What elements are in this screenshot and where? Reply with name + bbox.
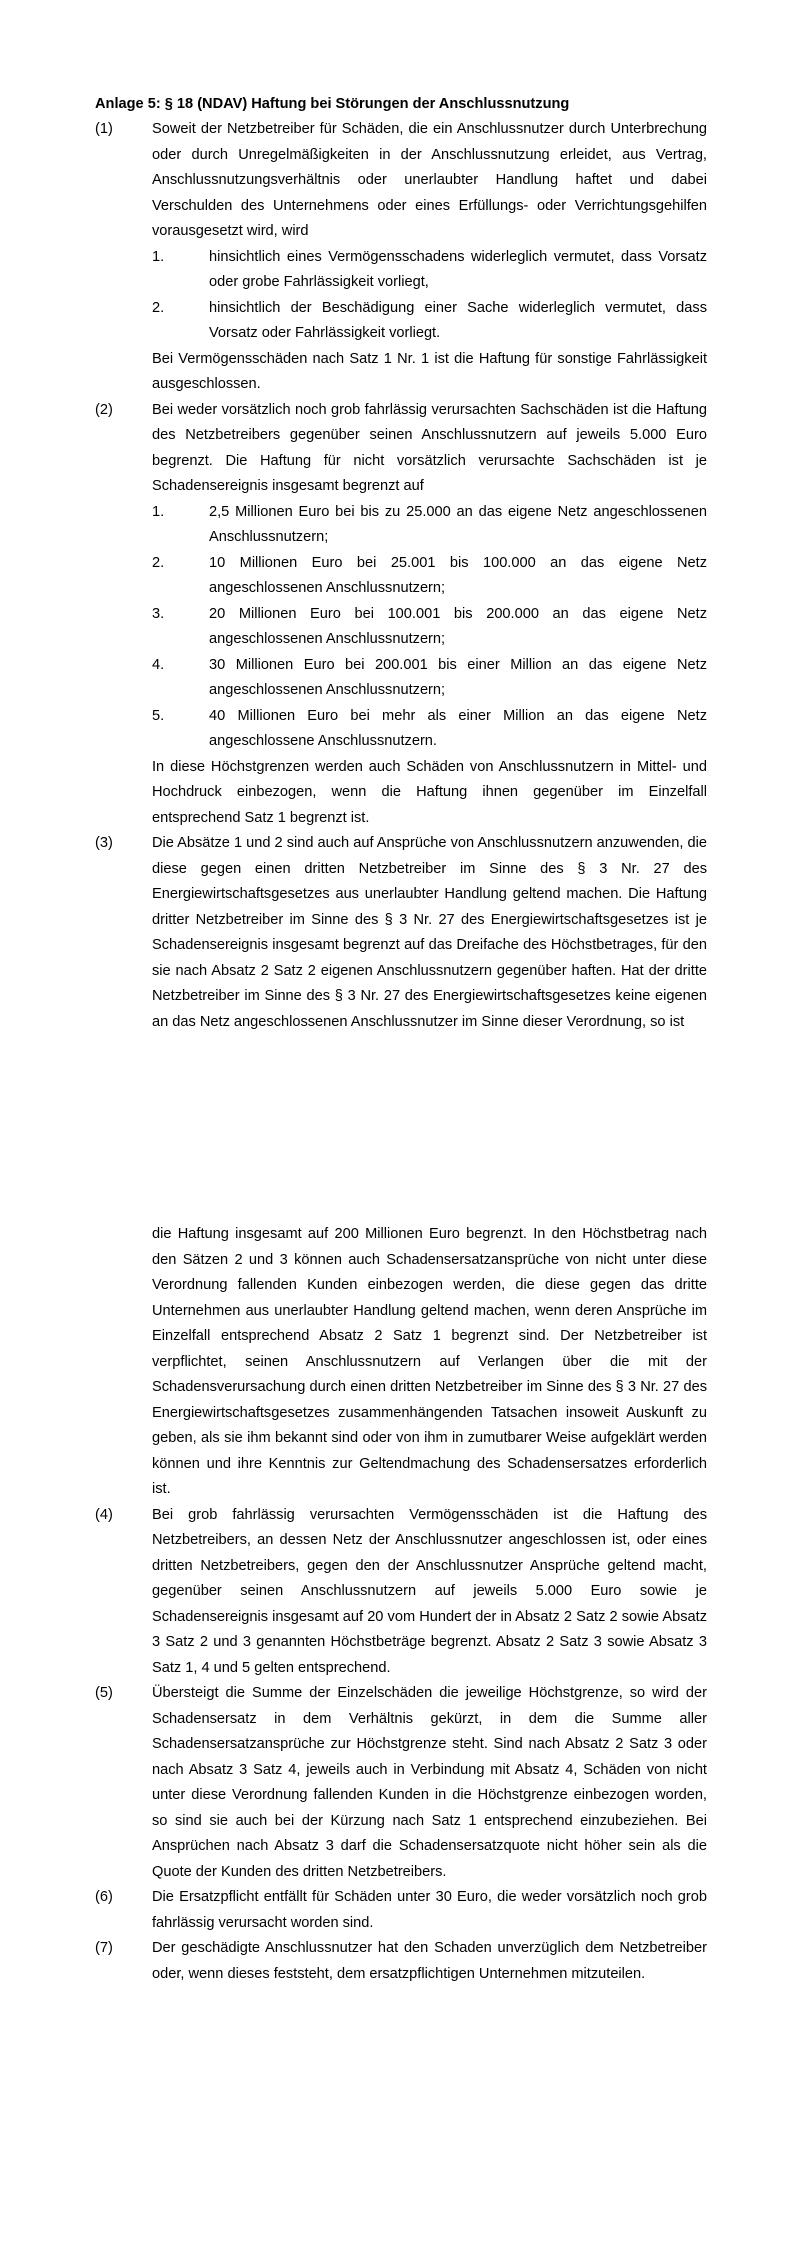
paragraph-2 [95, 398, 707, 500]
list-item [152, 602, 707, 653]
list-item-number: 1. [152, 248, 165, 265]
paragraph-number: (7) [95, 1940, 113, 1956]
paragraph-number: (6) [95, 1889, 113, 1905]
list-item-text: 40 Millionen Euro bei mehr als einer Million an das eigene Netz angeschlossene Anschlussnutzern. [209, 707, 707, 749]
paragraph-text: Soweit der Netzbetreiber für Schäden, die ein Anschlussnutzer durch Unterbrechung oder durch Unregelmäßigkeiten in der Anschlussnutzung erleidet, aus Vertrag, Anschlussnutzungsverhältnis oder unerlaubter Handlung haftet und dabei Verschulden des Unternehmens oder eines Erfüllungs- oder Verrichtungsgehilfen vorausgesetzt wird, wird [152, 121, 707, 239]
paragraph-5 [95, 1681, 707, 1885]
paragraph-text: Bei weder vorsätzlich noch grob fahrlässig verursachten Sachschäden ist die Haftung des Netzbetreibers gegenüber seinen Anschlussnutzern auf jeweils 5.000 Euro begrenzt. Die Haftung für nicht vorsätzlich verursachte Sachschäden ist je Schadensereignis insgesamt begrenzt auf [152, 401, 707, 494]
list-item [152, 245, 707, 296]
list-item [152, 551, 707, 602]
paragraph-4 [95, 1503, 707, 1682]
paragraph-text: Übersteigt die Summe der Einzelschäden die jeweilige Höchstgrenze, so wird der Schadensersatz in dem Verhältnis gekürzt, in dem die Summe aller Schadensersatzansprüche zur Höchstgrenze steht. Sind nach Absatz 2 Satz 3 oder nach Absatz 3 Satz 4, jeweils auch in Verbindung mit Absatz 4, Schäden von nicht unter diese Verordnung fallenden Kunden in die Höchstgrenze einbezogen worden, so sind sie auch bei der Kürzung nach Satz 1 entsprechend einzubeziehen. Bei Ansprüchen nach Absatz 3 darf die Schadensersatzquote nicht höher sein als die Quote der Kunden des dritten Netzbetreibers. [152, 1685, 707, 1880]
list-item-text: 2,5 Millionen Euro bei bis zu 25.000 an das eigene Netz angeschlossenen Anschlussnutzern; [209, 503, 707, 545]
list-item-number: 5. [152, 707, 165, 724]
paragraph-number: (1) [95, 121, 113, 137]
paragraph-number: (2) [95, 401, 113, 418]
paragraph-number: (5) [95, 1685, 113, 1701]
list-item-text: 10 Millionen Euro bei 25.001 bis 100.000 an das eigene Netz angeschlossenen Anschlussnutzern; [209, 554, 707, 596]
paragraph-number: (3) [95, 835, 113, 851]
paragraph-continuation: In diese Höchstgrenzen werden auch Schäden von Anschlussnutzern in Mittel- und Hochdruck einbezogen, wenn die Haftung ihnen gegenüber im Einzelfall entsprechend Satz 1 begrenzt ist. [152, 758, 707, 826]
paragraph-7 [95, 1936, 707, 1987]
list-item-number: 1. [152, 503, 165, 520]
list-item [152, 653, 707, 704]
paragraph-1 [95, 117, 707, 245]
page-title: Anlage 5: § 18 (NDAV) Haftung bei Störungen der Anschlussnutzung [95, 96, 570, 112]
list-item-text: 20 Millionen Euro bei 100.001 bis 200.000 an das eigene Netz angeschlossenen Anschlussnutzern; [209, 605, 707, 647]
paragraph-text: Die Ersatzpflicht entfällt für Schäden unter 30 Euro, die weder vorsätzlich noch grob fahrlässig verursacht worden sind. [152, 1889, 707, 1931]
list-item-text: hinsichtlich der Beschädigung einer Sache widerleglich vermutet, dass Vorsatz oder Fahrlässigkeit vorliegt. [209, 299, 707, 341]
paragraph-3-continuation: die Haftung insgesamt auf 200 Millionen Euro begrenzt. In den Höchstbetrag nach den Sätzen 2 und 3 können auch Schadensersatzansprüche von nicht unter diese Verordnung fallenden Kunden einbezogen werden, die diese gegen das dritte Unternehmen aus unerlaubter Handlung geltend machen, wenn deren Ansprüche im Einzelfall entsprechend Absatz 2 Satz 1 begrenzt sind. Der Netzbetreiber ist verpflichtet, seinen Anschlussnutzern auf Verlangen über die mit der Schadensverursachung durch einen dritten Netzbetreiber im Sinne des § 3 Nr. 27 des Energiewirtschaftsgesetzes zusammenhängenden Tatsachen insoweit Auskunft zu geben, als sie ihm bekannt sind oder von ihm in zumutbarer Weise aufgeklärt werden können und ihre Kenntnis zur Geltendmachung des Schadensersatzes erforderlich ist. [152, 1226, 707, 1497]
list-item-text: 30 Millionen Euro bei 200.001 bis einer Million an das eigene Netz angeschlossenen Anschlussnutzern; [209, 656, 707, 698]
section-part-2 [95, 1222, 707, 1987]
list-item-number: 2. [152, 299, 165, 316]
list-item [152, 704, 707, 755]
list-item-text: hinsichtlich eines Vermögensschadens widerleglich vermutet, dass Vorsatz oder grobe Fahrlässigkeit vorliegt, [209, 248, 707, 290]
paragraph-continuation: Bei Vermögensschäden nach Satz 1 Nr. 1 ist die Haftung für sonstige Fahrlässigkeit ausgeschlossen. [152, 350, 707, 392]
section-part-1 [95, 117, 707, 1035]
paragraph-number: (4) [95, 1506, 113, 1523]
paragraph-text: Die Absätze 1 und 2 sind auch auf Ansprüche von Anschlussnutzern anzuwenden, die diese gegen einen dritten Netzbetreiber im Sinne des § 3 Nr. 27 des Energiewirtschaftsgesetzes aus unerlaubter Handlung geltend machen. Die Haftung dritter Netzbetreiber im Sinne des § 3 Nr. 27 des Energiewirtschaftsgesetzes ist je Schadensereignis insgesamt begrenzt auf das Dreifache des Höchstbetrages, für den sie nach Absatz 2 Satz 2 eigenen Anschlussnutzern gegenüber haften. Hat der dritte Netzbetreiber im Sinne des § 3 Nr. 27 des Energiewirtschaftsgesetzes keine eigenen an das Netz angeschlossenen Anschlussnutzer im Sinne dieser Verordnung, so ist [152, 835, 707, 1030]
paragraph-3 [95, 831, 707, 1035]
list-item-number: 3. [152, 605, 165, 622]
paragraph-text: Der geschädigte Anschlussnutzer hat den Schaden unverzüglich dem Netzbetreiber oder, wenn dieses feststeht, dem ersatzpflichtigen Unternehmen mitzuteilen. [152, 1940, 707, 1982]
list-item [152, 500, 707, 551]
list-item-number: 4. [152, 656, 165, 673]
list-item-number: 2. [152, 554, 165, 571]
list-item [152, 296, 707, 347]
paragraph-text: Bei grob fahrlässig verursachten Vermögensschäden ist die Haftung des Netzbetreibers, an dessen Netz der Anschlussnutzer angeschlossen ist, oder eines dritten Netzbetreibers, gegen den der Anschlussnutzer Ansprüche geltend macht, gegenüber seinen Anschlussnutzern auf jeweils 5.000 Euro sowie je Schadensereignis insgesamt auf 20 vom Hundert der in Absatz 2 Satz 2 sowie Absatz 3 Satz 2 und 3 genannten Höchstbeträge begrenzt. Absatz 2 Satz 3 sowie Absatz 3 Satz 1, 4 und 5 gelten entsprechend. [152, 1506, 707, 1676]
paragraph-6 [95, 1885, 707, 1936]
